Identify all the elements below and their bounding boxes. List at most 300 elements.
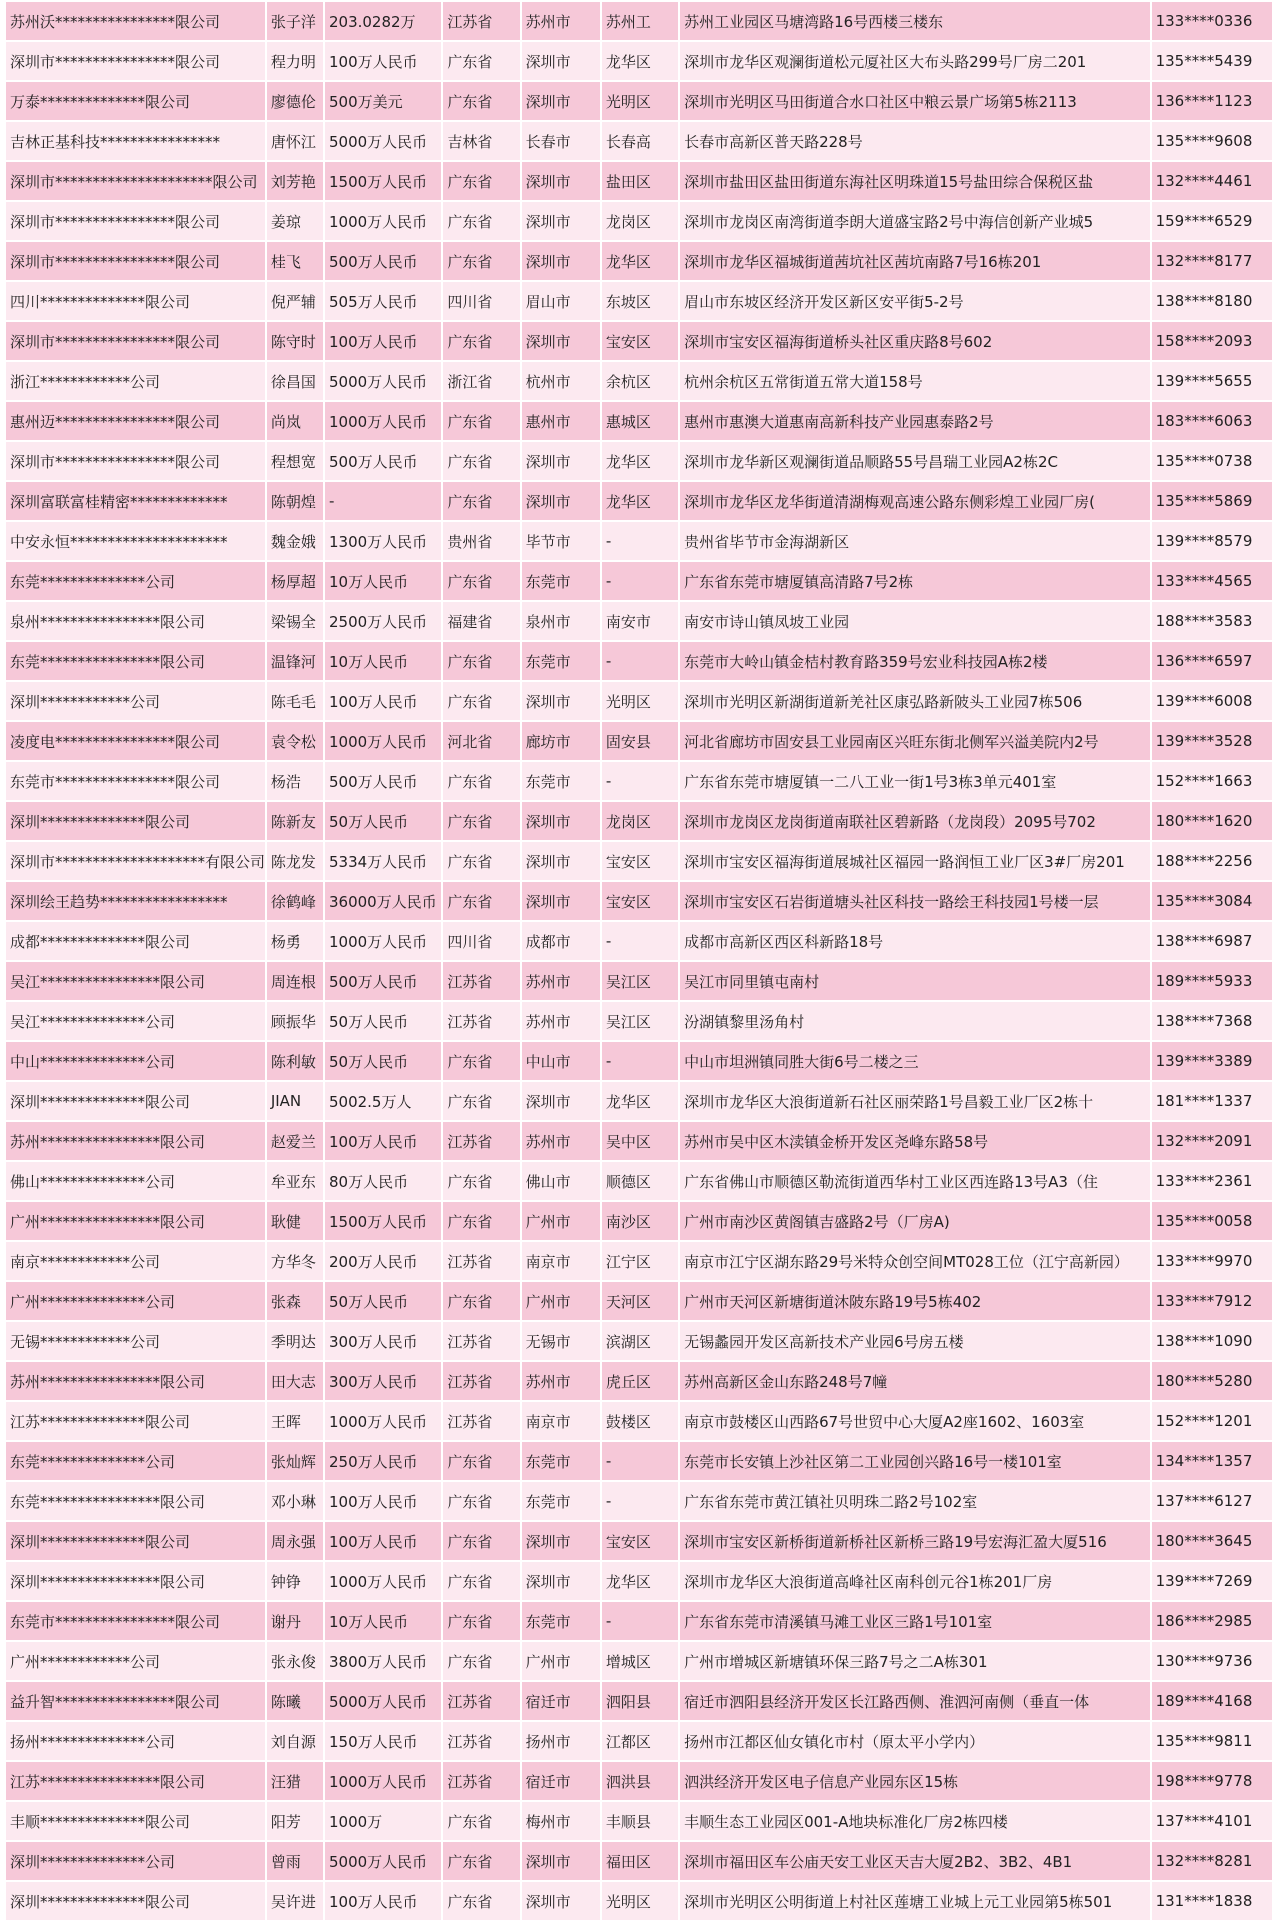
city-cell: 中山市 [522, 1042, 600, 1080]
legal-rep-cell: 陈新友 [267, 802, 323, 840]
company-name-cell: 佛山**************公司 [6, 1162, 265, 1200]
company-name-cell: 成都**************限公司 [6, 922, 265, 960]
table-row [6, 1002, 1272, 1040]
phone-cell: 138****7368 [1152, 1002, 1272, 1040]
company-name-cell: 广州**************公司 [6, 1282, 265, 1320]
phone-cell: 136****1123 [1152, 82, 1272, 120]
district-cell: 吴江区 [602, 1002, 678, 1040]
phone-cell: 188****3583 [1152, 602, 1272, 640]
district-cell: 增城区 [602, 1642, 678, 1680]
province-cell: 广东省 [443, 202, 519, 240]
company-name-cell: 东莞****************限公司 [6, 642, 265, 680]
company-name-cell: 深圳市****************限公司 [6, 42, 265, 80]
company-name-cell: 深圳**************限公司 [6, 1882, 265, 1920]
company-name-cell: 中山**************公司 [6, 1042, 265, 1080]
company-name-cell: 吴江****************限公司 [6, 962, 265, 1000]
phone-cell: 132****8281 [1152, 1842, 1272, 1880]
legal-rep-cell: 廖德伦 [267, 82, 323, 120]
address-cell: 苏州市吴中区木渎镇金桥开发区尧峰东路58号 [680, 1122, 1150, 1160]
registered-capital-cell: 5000万人民币 [325, 1842, 441, 1880]
legal-rep-cell: 陈守时 [267, 322, 323, 360]
registered-capital-cell: 1500万人民币 [325, 162, 441, 200]
legal-rep-cell: 刘自源 [267, 1722, 323, 1760]
province-cell: 江苏省 [443, 962, 519, 1000]
phone-cell: 135****9811 [1152, 1722, 1272, 1760]
province-cell: 浙江省 [443, 362, 519, 400]
province-cell: 广东省 [443, 82, 519, 120]
company-name-cell: 深圳****************限公司 [6, 1562, 265, 1600]
registered-capital-cell: 5002.5万人 [325, 1082, 441, 1120]
address-cell: 中山市坦洲镇同胜大街6号二楼之三 [680, 1042, 1150, 1080]
district-cell: 固安县 [602, 722, 678, 760]
district-cell: - [602, 1442, 678, 1480]
province-cell: 广东省 [443, 1842, 519, 1880]
district-cell: 南安市 [602, 602, 678, 640]
address-cell: 广东省东莞市清溪镇马滩工业区三路1号101室 [680, 1602, 1150, 1640]
table-row [6, 1122, 1272, 1160]
table-row [6, 1322, 1272, 1360]
legal-rep-cell: 杨勇 [267, 922, 323, 960]
address-cell: 宿迁市泗阳县经济开发区长江路西侧、淮泗河南侧（垂直一体 [680, 1682, 1150, 1720]
registered-capital-cell: 100万人民币 [325, 42, 441, 80]
district-cell: - [602, 522, 678, 560]
address-cell: 广州市增城区新塘镇环保三路7号之二A栋301 [680, 1642, 1150, 1680]
legal-rep-cell: 赵爱兰 [267, 1122, 323, 1160]
phone-cell: 186****2985 [1152, 1602, 1272, 1640]
legal-rep-cell: 邓小琳 [267, 1482, 323, 1520]
company-name-cell: 江苏**************限公司 [6, 1402, 265, 1440]
address-cell: 南京市江宁区湖东路29号米特众创空间MT028工位（江宁高新园） [680, 1242, 1150, 1280]
district-cell: 龙华区 [602, 1082, 678, 1120]
company-name-cell: 深圳富联富桂精密************* [6, 482, 265, 520]
table-row [6, 1042, 1272, 1080]
legal-rep-cell: 温锋河 [267, 642, 323, 680]
city-cell: 苏州市 [522, 2, 600, 40]
table-row [6, 1562, 1272, 1600]
registered-capital-cell: 10万人民币 [325, 642, 441, 680]
table-row [6, 962, 1272, 1000]
address-cell: 无锡蠡园开发区高新技术产业园6号房五楼 [680, 1322, 1150, 1360]
table-row [6, 242, 1272, 280]
company-name-cell: 广州****************限公司 [6, 1202, 265, 1240]
province-cell: 广东省 [443, 1082, 519, 1120]
city-cell: 无锡市 [522, 1322, 600, 1360]
city-cell: 宿迁市 [522, 1682, 600, 1720]
phone-cell: 180****3645 [1152, 1522, 1272, 1560]
company-name-cell: 深圳绘王趋势***************** [6, 882, 265, 920]
registered-capital-cell: 1000万 [325, 1802, 441, 1840]
company-name-cell: 深圳市****************限公司 [6, 242, 265, 280]
registered-capital-cell: 1000万人民币 [325, 922, 441, 960]
company-name-cell: 扬州**************公司 [6, 1722, 265, 1760]
table-row [6, 162, 1272, 200]
legal-rep-cell: 周永强 [267, 1522, 323, 1560]
table-row [6, 802, 1272, 840]
phone-cell: 180****1620 [1152, 802, 1272, 840]
city-cell: 长春市 [522, 122, 600, 160]
phone-cell: 138****1090 [1152, 1322, 1272, 1360]
province-cell: 四川省 [443, 922, 519, 960]
district-cell: 光明区 [602, 1882, 678, 1920]
table-row [6, 682, 1272, 720]
table-row [6, 762, 1272, 800]
district-cell: 龙华区 [602, 242, 678, 280]
table-row [6, 1082, 1272, 1120]
phone-cell: 132****4461 [1152, 162, 1272, 200]
district-cell: - [602, 642, 678, 680]
address-cell: 深圳市龙岗区南湾街道李朗大道盛宝路2号中海信创新产业城5 [680, 202, 1150, 240]
city-cell: 深圳市 [522, 842, 600, 880]
city-cell: 深圳市 [522, 82, 600, 120]
registered-capital-cell: 3800万人民币 [325, 1642, 441, 1680]
city-cell: 深圳市 [522, 682, 600, 720]
company-name-cell: 东莞市****************限公司 [6, 1602, 265, 1640]
company-name-cell: 深圳**************公司 [6, 1842, 265, 1880]
province-cell: 广东省 [443, 1642, 519, 1680]
address-cell: 贵州省毕节市金海湖新区 [680, 522, 1150, 560]
city-cell: 佛山市 [522, 1162, 600, 1200]
table-row [6, 1402, 1272, 1440]
company-name-cell: 惠州迈****************限公司 [6, 402, 265, 440]
company-name-cell: 无锡************公司 [6, 1322, 265, 1360]
city-cell: 扬州市 [522, 1722, 600, 1760]
district-cell: - [602, 562, 678, 600]
registered-capital-cell: 500万人民币 [325, 442, 441, 480]
province-cell: 广东省 [443, 1522, 519, 1560]
table-row [6, 1162, 1272, 1200]
table-row [6, 722, 1272, 760]
table-row [6, 882, 1272, 920]
legal-rep-cell: 张永俊 [267, 1642, 323, 1680]
district-cell: 宝安区 [602, 322, 678, 360]
district-cell: 东坡区 [602, 282, 678, 320]
legal-rep-cell: 陈毛毛 [267, 682, 323, 720]
company-name-cell: 深圳市****************限公司 [6, 202, 265, 240]
address-cell: 长春市高新区普天路228号 [680, 122, 1150, 160]
province-cell: 广东省 [443, 322, 519, 360]
registered-capital-cell: 50万人民币 [325, 802, 441, 840]
table-row [6, 322, 1272, 360]
phone-cell: 159****6529 [1152, 202, 1272, 240]
province-cell: 贵州省 [443, 522, 519, 560]
city-cell: 东莞市 [522, 562, 600, 600]
city-cell: 东莞市 [522, 642, 600, 680]
district-cell: 光明区 [602, 82, 678, 120]
phone-cell: 133****4565 [1152, 562, 1272, 600]
city-cell: 深圳市 [522, 202, 600, 240]
province-cell: 江苏省 [443, 1682, 519, 1720]
company-name-cell: 万泰**************限公司 [6, 82, 265, 120]
city-cell: 广州市 [522, 1642, 600, 1680]
registered-capital-cell: 10万人民币 [325, 562, 441, 600]
province-cell: 广东省 [443, 1442, 519, 1480]
legal-rep-cell: 桂飞 [267, 242, 323, 280]
address-cell: 苏州工业园区马塘湾路16号西楼三楼东 [680, 2, 1150, 40]
legal-rep-cell: 徐昌国 [267, 362, 323, 400]
province-cell: 广东省 [443, 762, 519, 800]
legal-rep-cell: 季明达 [267, 1322, 323, 1360]
phone-cell: 158****2093 [1152, 322, 1272, 360]
province-cell: 广东省 [443, 562, 519, 600]
company-name-cell: 泉州****************限公司 [6, 602, 265, 640]
legal-rep-cell: 姜琼 [267, 202, 323, 240]
registered-capital-cell: 1000万人民币 [325, 402, 441, 440]
legal-rep-cell: 尚岚 [267, 402, 323, 440]
district-cell: 鼓楼区 [602, 1402, 678, 1440]
city-cell: 廊坊市 [522, 722, 600, 760]
address-cell: 深圳市光明区马田街道合水口社区中粮云景广场第5栋2113 [680, 82, 1150, 120]
legal-rep-cell: 徐鹤峰 [267, 882, 323, 920]
legal-rep-cell: 吴许进 [267, 1882, 323, 1920]
province-cell: 广东省 [443, 642, 519, 680]
district-cell: 天河区 [602, 1282, 678, 1320]
phone-cell: 139****3389 [1152, 1042, 1272, 1080]
phone-cell: 135****5869 [1152, 482, 1272, 520]
company-name-cell: 苏州沃****************限公司 [6, 2, 265, 40]
phone-cell: 137****6127 [1152, 1482, 1272, 1520]
province-cell: 广东省 [443, 1802, 519, 1840]
registered-capital-cell: 1500万人民币 [325, 1202, 441, 1240]
province-cell: 江苏省 [443, 1122, 519, 1160]
registered-capital-cell: 1000万人民币 [325, 1402, 441, 1440]
phone-cell: 189****4168 [1152, 1682, 1272, 1720]
district-cell: 虎丘区 [602, 1362, 678, 1400]
city-cell: 东莞市 [522, 1482, 600, 1520]
city-cell: 东莞市 [522, 1602, 600, 1640]
phone-cell: 138****8180 [1152, 282, 1272, 320]
address-cell: 深圳市龙岗区龙岗街道南联社区碧新路（龙岗段）2095号702 [680, 802, 1150, 840]
company-table-body [6, 2, 1272, 1920]
address-cell: 广州市南沙区黄阁镇吉盛路2号（厂房A) [680, 1202, 1150, 1240]
company-name-cell: 深圳************公司 [6, 682, 265, 720]
table-row [6, 482, 1272, 520]
city-cell: 深圳市 [522, 322, 600, 360]
registered-capital-cell: 10万人民币 [325, 1602, 441, 1640]
registered-capital-cell: 5000万人民币 [325, 1682, 441, 1720]
address-cell: 扬州市江都区仙女镇化市村（原太平小学内） [680, 1722, 1150, 1760]
address-cell: 南安市诗山镇凤坡工业园 [680, 602, 1150, 640]
address-cell: 深圳市龙华区大浪街道高峰社区南科创元谷1栋201厂房 [680, 1562, 1150, 1600]
phone-cell: 131****1838 [1152, 1882, 1272, 1920]
district-cell: 龙华区 [602, 482, 678, 520]
table-row [6, 1762, 1272, 1800]
province-cell: 广东省 [443, 1282, 519, 1320]
province-cell: 广东省 [443, 242, 519, 280]
address-cell: 广州市天河区新塘街道沐陂东路19号5栋402 [680, 1282, 1150, 1320]
legal-rep-cell: 袁令松 [267, 722, 323, 760]
province-cell: 广东省 [443, 402, 519, 440]
city-cell: 杭州市 [522, 362, 600, 400]
table-row [6, 922, 1272, 960]
legal-rep-cell: JIAN [267, 1082, 323, 1120]
company-name-cell: 东莞市****************限公司 [6, 762, 265, 800]
city-cell: 苏州市 [522, 1122, 600, 1160]
table-row [6, 1682, 1272, 1720]
registered-capital-cell: 300万人民币 [325, 1322, 441, 1360]
city-cell: 深圳市 [522, 42, 600, 80]
registered-capital-cell: 1000万人民币 [325, 1562, 441, 1600]
province-cell: 广东省 [443, 1882, 519, 1920]
registered-capital-cell: 5000万人民币 [325, 362, 441, 400]
phone-cell: 139****6008 [1152, 682, 1272, 720]
table-row [6, 1602, 1272, 1640]
district-cell: - [602, 1042, 678, 1080]
province-cell: 广东省 [443, 442, 519, 480]
district-cell: 宝安区 [602, 842, 678, 880]
table-row [6, 1722, 1272, 1760]
district-cell: 吴江区 [602, 962, 678, 1000]
province-cell: 广东省 [443, 42, 519, 80]
legal-rep-cell: 杨浩 [267, 762, 323, 800]
city-cell: 深圳市 [522, 1842, 600, 1880]
company-name-cell: 丰顺**************限公司 [6, 1802, 265, 1840]
company-name-cell: 浙江************公司 [6, 362, 265, 400]
address-cell: 深圳市龙华区大浪街道新石社区丽荣路1号昌毅工业厂区2栋十 [680, 1082, 1150, 1120]
registered-capital-cell: 100万人民币 [325, 1482, 441, 1520]
table-row [6, 1282, 1272, 1320]
address-cell: 深圳市龙华区观澜街道松元厦社区大布头路299号厂房二201 [680, 42, 1150, 80]
company-table-container [4, 0, 1274, 1922]
phone-cell: 133****7912 [1152, 1282, 1272, 1320]
company-name-cell: 东莞**************公司 [6, 562, 265, 600]
address-cell: 南京市鼓楼区山西路67号世贸中心大厦A2座1602、1603室 [680, 1402, 1150, 1440]
address-cell: 深圳市宝安区福海街道展城社区福园一路润恒工业厂区3#厂房201 [680, 842, 1150, 880]
table-row [6, 1202, 1272, 1240]
legal-rep-cell: 陈朝煌 [267, 482, 323, 520]
address-cell: 深圳市盐田区盐田街道东海社区明珠道15号盐田综合保税区盐 [680, 162, 1150, 200]
phone-cell: 139****5655 [1152, 362, 1272, 400]
table-row [6, 1442, 1272, 1480]
registered-capital-cell: 500万人民币 [325, 762, 441, 800]
registered-capital-cell: 500万人民币 [325, 962, 441, 1000]
province-cell: 河北省 [443, 722, 519, 760]
province-cell: 广东省 [443, 1562, 519, 1600]
province-cell: 江苏省 [443, 1322, 519, 1360]
city-cell: 深圳市 [522, 882, 600, 920]
legal-rep-cell: 陈曦 [267, 1682, 323, 1720]
phone-cell: 139****7269 [1152, 1562, 1272, 1600]
company-name-cell: 深圳市********************有限公司 [6, 842, 265, 880]
table-row [6, 202, 1272, 240]
company-name-cell: 深圳**************限公司 [6, 1522, 265, 1560]
province-cell: 江苏省 [443, 2, 519, 40]
province-cell: 江苏省 [443, 1402, 519, 1440]
company-name-cell: 深圳市****************限公司 [6, 322, 265, 360]
address-cell: 泗洪经济开发区电子信息产业园东区15栋 [680, 1762, 1150, 1800]
company-name-cell: 广州************公司 [6, 1642, 265, 1680]
city-cell: 东莞市 [522, 762, 600, 800]
address-cell: 深圳市光明区新湖街道新羌社区康弘路新陂头工业园7栋506 [680, 682, 1150, 720]
city-cell: 苏州市 [522, 962, 600, 1000]
district-cell: 丰顺县 [602, 1802, 678, 1840]
phone-cell: 139****3528 [1152, 722, 1272, 760]
district-cell: 福田区 [602, 1842, 678, 1880]
province-cell: 广东省 [443, 802, 519, 840]
table-row [6, 642, 1272, 680]
table-row [6, 282, 1272, 320]
registered-capital-cell: 1000万人民币 [325, 1762, 441, 1800]
legal-rep-cell: 倪严辅 [267, 282, 323, 320]
table-row [6, 1522, 1272, 1560]
registered-capital-cell: 100万人民币 [325, 1882, 441, 1920]
legal-rep-cell: 张灿辉 [267, 1442, 323, 1480]
company-name-cell: 四川**************限公司 [6, 282, 265, 320]
district-cell: 苏州工 [602, 2, 678, 40]
district-cell: 长春高 [602, 122, 678, 160]
legal-rep-cell: 钟铮 [267, 1562, 323, 1600]
phone-cell: 189****5933 [1152, 962, 1272, 1000]
province-cell: 四川省 [443, 282, 519, 320]
province-cell: 江苏省 [443, 1242, 519, 1280]
city-cell: 东莞市 [522, 1442, 600, 1480]
city-cell: 南京市 [522, 1242, 600, 1280]
legal-rep-cell: 程力明 [267, 42, 323, 80]
legal-rep-cell: 田大志 [267, 1362, 323, 1400]
phone-cell: 134****1357 [1152, 1442, 1272, 1480]
phone-cell: 180****5280 [1152, 1362, 1272, 1400]
registered-capital-cell: 150万人民币 [325, 1722, 441, 1760]
registered-capital-cell: 50万人民币 [325, 1002, 441, 1040]
registered-capital-cell: 100万人民币 [325, 1522, 441, 1560]
legal-rep-cell: 王晖 [267, 1402, 323, 1440]
district-cell: - [602, 922, 678, 960]
legal-rep-cell: 魏金娥 [267, 522, 323, 560]
district-cell: - [602, 762, 678, 800]
legal-rep-cell: 耿健 [267, 1202, 323, 1240]
city-cell: 深圳市 [522, 1082, 600, 1120]
phone-cell: 152****1663 [1152, 762, 1272, 800]
district-cell: 泗阳县 [602, 1682, 678, 1720]
phone-cell: 133****0336 [1152, 2, 1272, 40]
legal-rep-cell: 程想宽 [267, 442, 323, 480]
company-name-cell: 东莞**************公司 [6, 1442, 265, 1480]
registered-capital-cell: 5334万人民币 [325, 842, 441, 880]
city-cell: 深圳市 [522, 1562, 600, 1600]
province-cell: 江苏省 [443, 1002, 519, 1040]
address-cell: 深圳市宝安区福海街道桥头社区重庆路8号602 [680, 322, 1150, 360]
legal-rep-cell: 刘芳艳 [267, 162, 323, 200]
phone-cell: 135****3084 [1152, 882, 1272, 920]
province-cell: 江苏省 [443, 1762, 519, 1800]
registered-capital-cell: 1000万人民币 [325, 722, 441, 760]
address-cell: 苏州高新区金山东路248号7幢 [680, 1362, 1150, 1400]
registered-capital-cell: 100万人民币 [325, 1122, 441, 1160]
city-cell: 深圳市 [522, 1522, 600, 1560]
city-cell: 毕节市 [522, 522, 600, 560]
registered-capital-cell: 80万人民币 [325, 1162, 441, 1200]
table-row [6, 82, 1272, 120]
table-row [6, 42, 1272, 80]
province-cell: 广东省 [443, 1602, 519, 1640]
phone-cell: 135****0738 [1152, 442, 1272, 480]
address-cell: 成都市高新区西区科新路18号 [680, 922, 1150, 960]
address-cell: 河北省廊坊市固安县工业园南区兴旺东街北侧军兴溢美院内2号 [680, 722, 1150, 760]
address-cell: 汾湖镇黎里汤角村 [680, 1002, 1150, 1040]
province-cell: 广东省 [443, 162, 519, 200]
city-cell: 宿迁市 [522, 1762, 600, 1800]
city-cell: 成都市 [522, 922, 600, 960]
province-cell: 广东省 [443, 1162, 519, 1200]
registered-capital-cell: 100万人民币 [325, 322, 441, 360]
phone-cell: 181****1337 [1152, 1082, 1272, 1120]
phone-cell: 137****4101 [1152, 1802, 1272, 1840]
company-name-cell: 深圳市****************限公司 [6, 442, 265, 480]
company-name-cell: 南京************公司 [6, 1242, 265, 1280]
province-cell: 广东省 [443, 682, 519, 720]
address-cell: 深圳市光明区公明街道上村社区莲塘工业城上元工业园第5栋501 [680, 1882, 1150, 1920]
city-cell: 深圳市 [522, 442, 600, 480]
company-name-cell: 深圳市*********************限公司 [6, 162, 265, 200]
